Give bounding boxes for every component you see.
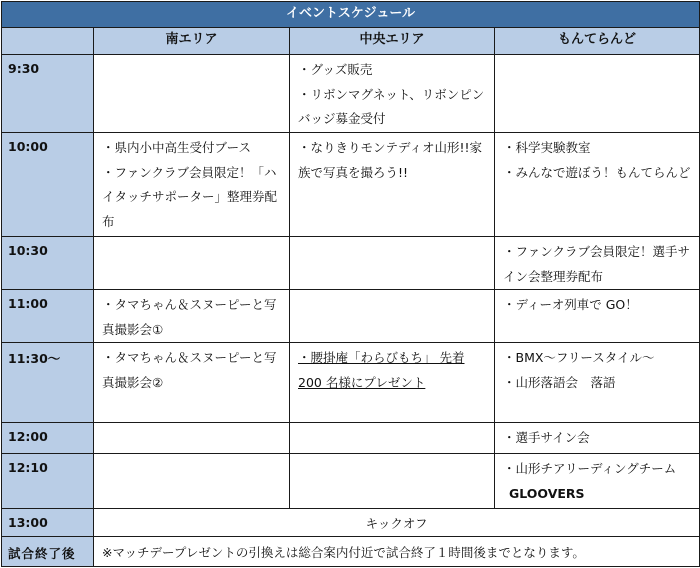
- kickoff-row: [2, 509, 700, 537]
- event-item: ・ファンクラブ会員限定！「ハイタッチサポーター」整理券配布: [102, 164, 278, 229]
- event-item: ・山形落語会 落語: [503, 374, 616, 390]
- event-item: ・腰掛庵「わらびもち」 先着 200 名様にプレゼント: [298, 350, 465, 390]
- event-item: ・タマちゃん＆スヌーピーと写真撮影会①: [102, 297, 277, 337]
- schedule-row: [2, 133, 700, 237]
- monte-cell: [495, 343, 700, 423]
- monte-cell: [495, 55, 700, 133]
- event-item: ・県内小中高生受付ブース: [102, 140, 252, 155]
- south-cell: [94, 237, 290, 290]
- monte-cell: [495, 454, 700, 509]
- event-item: ・タマちゃん＆スヌーピーと写真撮影会②: [102, 350, 277, 390]
- central-cell: [290, 290, 495, 343]
- central-cell: [290, 133, 495, 237]
- schedule-title: イベントスケジュール: [2, 2, 700, 28]
- south-cell: [94, 454, 290, 509]
- event-item: ・みんなで遊ぼう！もんてらんど: [503, 164, 691, 180]
- time-cell: 12:00: [2, 423, 94, 454]
- schedule-row: [2, 343, 700, 423]
- south-cell: [94, 343, 290, 423]
- south-cell: [94, 55, 290, 133]
- event-item: ・選手サイン会: [503, 430, 590, 445]
- event-item: ・科学実験教室: [503, 140, 591, 155]
- monte-cell: [495, 423, 700, 454]
- column-header-monte: もんてらんど: [495, 28, 700, 55]
- event-item: ・なりきりモンテディオ山形!!家族で写真を撮ろう!!: [298, 140, 483, 180]
- schedule-row: [2, 290, 700, 343]
- central-cell: [290, 237, 495, 290]
- schedule-row: [2, 237, 700, 290]
- event-item: ・BMX～フリースタイル～: [503, 350, 655, 365]
- time-cell: 13:00: [2, 509, 94, 537]
- monte-cell: [495, 237, 700, 290]
- after-match-note: ※マッチデープレゼントの引換えは総合案内付近で試合終了１時間後までとなります。: [94, 537, 700, 567]
- monte-cell: [495, 290, 700, 343]
- schedule-row: [2, 423, 700, 454]
- time-cell: 11:00: [2, 290, 94, 343]
- south-cell: [94, 423, 290, 454]
- event-schedule-table: [1, 1, 700, 567]
- south-cell: [94, 133, 290, 237]
- central-cell: [290, 55, 495, 133]
- column-header-south: 南エリア: [94, 28, 290, 55]
- time-cell: 12:10: [2, 454, 94, 509]
- monte-cell: [495, 133, 700, 237]
- south-cell: [94, 290, 290, 343]
- time-column-header: [2, 28, 94, 55]
- event-item: ・ファンクラブ会員限定！選手サイン会整理券配布: [503, 244, 691, 284]
- schedule-row: [2, 454, 700, 509]
- time-cell: 10:00: [2, 133, 94, 237]
- kickoff-cell: キックオフ: [94, 509, 700, 537]
- event-item: ・グッズ販売: [298, 62, 373, 77]
- schedule-row: [2, 55, 700, 133]
- central-cell: [290, 423, 495, 454]
- central-cell: [290, 343, 495, 423]
- event-item: ・リボンマグネット、リボンピンバッジ募金受付: [298, 86, 485, 126]
- central-cell: [290, 454, 495, 509]
- time-cell: 9:30: [2, 55, 94, 133]
- time-cell: 10:30: [2, 237, 94, 290]
- after-match-label: 試合終了後: [2, 537, 94, 567]
- event-item: GLOOVERS: [509, 485, 585, 501]
- column-header-central: 中央エリア: [290, 28, 495, 55]
- event-item: ・ディーオ列車で GO！: [503, 297, 638, 312]
- after-match-row: [2, 537, 700, 567]
- event-item: ・山形チアリーディングチーム: [503, 461, 677, 476]
- time-cell: 11:30～: [2, 343, 94, 423]
